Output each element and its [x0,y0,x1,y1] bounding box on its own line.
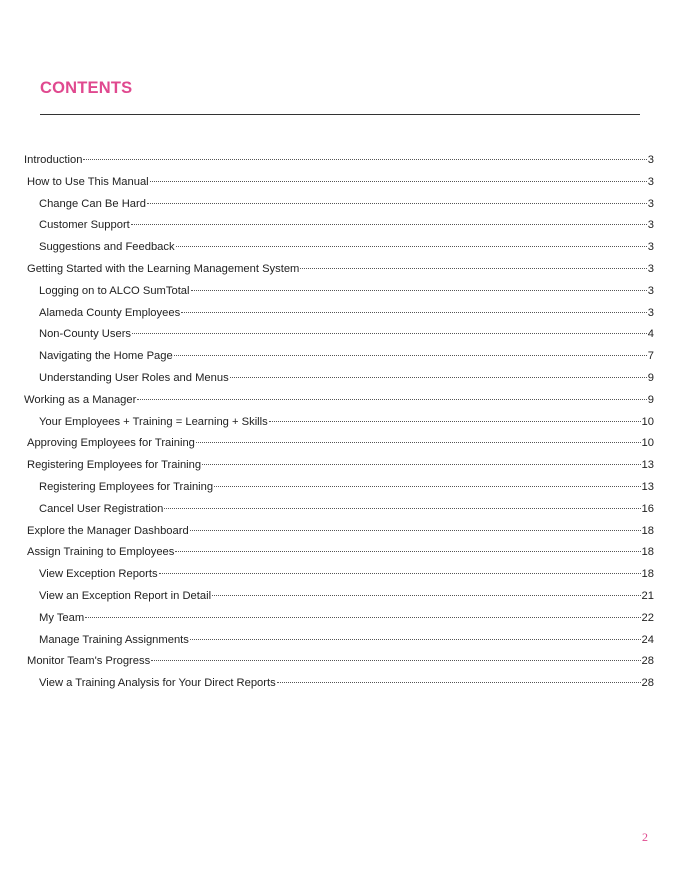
toc-entry[interactable] [39,629,654,651]
toc-entry-page: 10 [641,437,654,450]
dot-leader [132,333,647,334]
toc-entry-page: 4 [647,328,654,341]
toc-entry-title: Logging on to ALCO SumTotal [39,284,190,297]
toc-entry[interactable] [24,149,654,171]
toc-entry-title: How to Use This Manual [27,175,149,188]
dot-leader [300,268,646,269]
dot-leader [137,399,646,400]
dot-leader [83,159,646,160]
page-number: 2 [642,830,648,844]
toc-entry-title: Navigating the Home Page [39,350,173,363]
toc-entry[interactable] [27,171,654,193]
toc-entry-title: Suggestions and Feedback [39,241,175,254]
toc-entry-page: 9 [647,393,654,406]
dot-leader [174,355,647,356]
toc-entry[interactable] [39,563,654,585]
toc-entry[interactable] [27,454,654,476]
toc-entry[interactable] [39,214,654,236]
dot-leader [151,660,640,661]
heading-rule [40,114,640,115]
toc-entry-title: Understanding User Roles and Menus [39,372,229,384]
contents-heading: CONTENTS [40,79,133,97]
toc-entry-page: 3 [647,219,654,232]
toc-entry-page: 18 [641,546,654,559]
toc-entry-title: My Team [39,611,85,624]
dot-leader [277,682,641,683]
toc-entry-title: Alameda County Employees [39,306,181,319]
toc-entry-page: 9 [647,372,654,384]
toc-entry-title: Your Employees + Training = Learning + Skills [39,415,268,428]
toc-entry-title: Assign Training to Employees [27,546,175,559]
toc-entry-title: Change Can Be Hard [39,197,146,210]
dot-leader [230,377,647,378]
toc-entry[interactable] [39,302,654,324]
dot-leader [212,595,640,596]
toc-entry-title: Manage Training Assignments [39,633,189,646]
toc-entry-page: 3 [647,175,654,188]
toc-entry-page: 18 [641,568,654,581]
dot-leader [181,312,647,313]
toc-entry-page: 3 [647,154,654,166]
toc-entry-title: View Exception Reports [39,568,158,581]
toc-entry-title: Customer Support [39,219,130,232]
toc-entry-page: 3 [647,241,654,254]
toc-entry-title: View an Exception Report in Detail [39,590,212,602]
toc-entry-title: Working as a Manager [24,393,137,406]
toc-entry-title: Registering Employees for Training [27,459,202,472]
toc-entry[interactable] [39,236,654,258]
toc-entry-page: 22 [641,611,654,624]
dot-leader [150,181,647,182]
toc-entry[interactable] [27,520,654,542]
dot-leader [164,508,640,509]
toc-entry-page: 28 [641,655,654,668]
toc-entry-title: View a Training Analysis for Your Direct Reports [39,677,276,690]
dot-leader [191,290,647,291]
toc-entry-title: Monitor Team's Progress [27,655,151,668]
toc-entry[interactable] [39,672,654,694]
dot-leader [85,617,640,618]
dot-leader [202,464,640,465]
dot-leader [214,486,640,487]
toc-entry-page: 3 [647,284,654,297]
toc-entry-page: 18 [641,524,654,537]
dot-leader [190,530,641,531]
dot-leader [190,639,641,640]
toc-entry-title: Getting Started with the Learning Management System [27,263,300,275]
toc-entry-page: 21 [641,590,654,602]
toc-entry-page: 3 [647,197,654,210]
toc-entry-title: Introduction [24,154,83,166]
toc-entry-page: 3 [647,263,654,275]
dot-leader [175,551,640,552]
toc-entry[interactable] [39,323,654,345]
toc-entry-title: Explore the Manager Dashboard [27,524,189,537]
toc-entry-page: 7 [647,350,654,363]
dot-leader [196,442,641,443]
toc-entry-title: Cancel User Registration [39,502,164,515]
toc-entry[interactable] [39,607,654,629]
toc-entry-page: 13 [641,459,654,472]
toc-entry[interactable] [39,585,654,607]
toc-entry[interactable] [39,345,654,367]
toc-entry-title: Registering Employees for Training [39,481,214,493]
toc-entry-page: 13 [641,481,654,493]
toc-entry[interactable] [39,193,654,215]
dot-leader [159,573,641,574]
toc-entry[interactable] [27,650,654,672]
toc-entry[interactable] [39,498,654,520]
toc-entry-title: Approving Employees for Training [27,437,195,450]
toc-entry[interactable] [39,476,654,498]
toc-entry-page: 10 [641,415,654,428]
dot-leader [269,421,641,422]
dot-leader [176,246,647,247]
toc-entry-page: 28 [641,677,654,690]
toc-entry[interactable] [27,541,654,563]
toc-entry[interactable] [39,367,654,389]
toc-entry[interactable] [24,389,654,411]
dot-leader [131,224,647,225]
toc-entry-page: 24 [641,633,654,646]
toc-entry[interactable] [27,432,654,454]
toc-entry[interactable] [27,258,654,280]
toc-entry-title: Non-County Users [39,328,132,341]
toc-entry-page: 3 [647,306,654,319]
toc-entry[interactable] [39,280,654,302]
dot-leader [147,203,647,204]
toc-entry[interactable] [39,411,654,433]
toc-entry-page: 16 [641,502,654,515]
